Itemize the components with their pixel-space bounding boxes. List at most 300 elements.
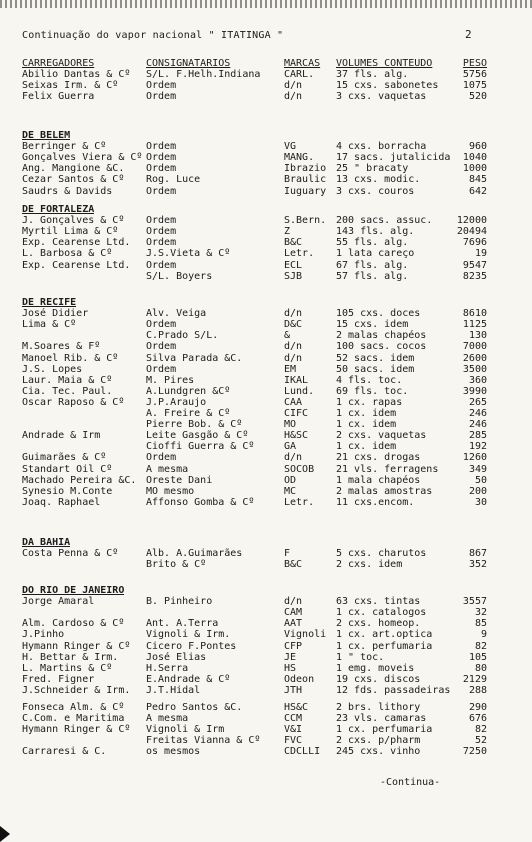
weight-cell: 7696 [462,237,487,249]
manifest-row [0,497,532,508]
shipper-cell: Exp. Cearense Ltd. [22,237,131,249]
shipper-cell: Saudrs & Davids [22,185,113,197]
weight-cell: 676 [468,713,487,725]
mark-cell: S.Bern. [284,215,327,227]
manifest-row [0,271,532,282]
shipper-cell: L. Barbosa & Cº [22,248,113,260]
contents-cell: 25 " bracaty [336,163,409,175]
shipper-cell: Cezar Santos & Cº [22,174,125,186]
consignee-cell: Ordem [146,80,177,92]
weight-cell: 2600 [462,352,487,364]
weight-cell: 960 [468,141,487,153]
manifest-row [0,353,532,364]
consignee-cell: Leite Gasgão & Cº [146,430,249,442]
consignee-cell: Ordem [146,163,177,175]
consignee-cell: Ordem [146,185,177,197]
mark-cell: d/n [284,452,303,464]
contents-cell: 1 cx. art.optica [336,629,433,641]
weight-cell: 9547 [462,259,487,271]
weight-cell: 1000 [462,163,487,175]
contents-cell: 200 sacs. assuc. [336,215,433,227]
consignee-cell: A. Freire & Cº [146,408,231,419]
mark-cell: MANG. [284,152,315,164]
consignee-cell: Ordem [146,341,177,353]
shipper-cell: Gonçalves Viera & Cº [22,152,143,164]
mark-cell: MC [284,485,297,497]
consignee-cell: Cicero F.Pontes [146,640,237,652]
consignee-cell: MO mesmo [146,485,195,497]
consignee-cell: S/L. Boyers [146,270,213,282]
contents-cell: 37 fls. alg. [336,69,409,80]
contents-cell: 67 fls. alg. [336,259,409,271]
consignee-cell: J.P.Araujo [146,396,207,408]
shipper-cell: Jorge Amaral [22,596,95,608]
weight-cell: 349 [468,463,487,475]
scan-corner-mark [0,826,10,842]
section-heading-label: DE BELEM [22,130,71,141]
manifest-row [0,80,532,91]
contents-cell: 13 cxs. modic. [336,174,421,186]
consignee-cell: Cioffi Guerra & Cº [146,441,255,453]
consignee-cell: Ant. A.Terra [146,618,219,630]
manifest-row [0,386,532,397]
contents-cell: 1 cx. catalogos [336,607,427,619]
mark-cell: IKAL [284,374,309,386]
weight-cell: 130 [468,330,487,342]
contents-cell: 23 vls. camaras [336,713,427,725]
weight-cell: 1125 [462,319,487,331]
weight-cell: 2129 [462,673,487,685]
manifest-row [0,486,532,497]
manifest-row [0,260,532,271]
consignee-cell: os mesmos [146,746,201,758]
mark-cell: ECL [284,259,303,271]
consignee-cell: Oreste Dani [146,474,213,486]
mark-cell: d/n [284,352,303,364]
weight-cell: 1040 [462,152,487,164]
contents-cell: 3 cxs. vaquetas [336,91,427,103]
manifest-row [0,746,532,757]
mark-cell: CARL. [284,69,315,80]
weight-cell: 7250 [462,746,487,758]
weight-cell: 80 [474,662,487,674]
manifest-row [0,652,532,663]
weight-cell: 30 [474,496,487,508]
header-volumes-conteudo: VOLUMES CONTEUDO [336,58,433,69]
weight-cell: 82 [474,640,487,652]
contents-cell: 245 cxs. vinho [336,746,421,758]
consignee-cell: Ordem [146,363,177,375]
consignee-cell: Ordem [146,319,177,331]
consignee-cell: Ordem [146,215,177,227]
weight-cell: 360 [468,374,487,386]
section-heading-label: DA BAHIA [22,537,71,548]
weight-cell: 8235 [462,270,487,282]
shipper-cell: Guimarães & Cº [22,452,107,464]
consignee-cell: M. Pires [146,374,195,386]
document-title: Continuação do vapor nacional " ITATINGA " [22,30,284,41]
manifest-row [0,152,532,163]
consignee-cell: Pedro Santos &C. [146,702,243,713]
manifest-row [0,91,532,102]
shipper-cell: Oscar Raposo & Cº [22,396,125,408]
mark-cell: B&C [284,559,303,571]
contents-cell: 50 sacs. idem [336,363,415,375]
weight-cell: 200 [468,485,487,497]
contents-cell: 15 cxs. idem [336,319,409,331]
weight-cell: 3990 [462,385,487,397]
contents-cell: 1 cx. rapas [336,396,403,408]
section-heading-label: DE RECIFE [22,297,77,308]
manifest-row [0,226,532,237]
mark-cell: d/n [284,91,303,103]
weight-cell: 845 [468,174,487,186]
mark-cell: EM [284,363,297,375]
manifest-row [0,641,532,652]
contents-cell: 100 sacs. cocos [336,341,427,353]
shipper-cell: Manoel Rib. & Cº [22,352,119,364]
header-marcas: MARCAS [284,58,321,69]
section-heading [0,537,532,548]
weight-cell: 50 [474,474,487,486]
shipper-cell: Exp. Cearense Ltd. [22,259,131,271]
manifest-row [0,163,532,174]
manifest-row [0,319,532,330]
shipper-cell: Synesio M.Conte [22,485,113,497]
shipper-cell: J.S. Lopes [22,363,83,375]
manifest-row [0,141,532,152]
consignee-cell: S/L. F.Helh.Indiana [146,69,261,80]
consignee-cell: Ordem [146,141,177,153]
weight-cell: 1075 [462,80,487,92]
shipper-cell: Andrade & Irm [22,430,101,442]
contents-cell: 1 mala chapéos [336,474,421,486]
consignee-cell: J.S.Vieta & Cº [146,248,231,260]
mark-cell: F [284,548,291,560]
consignee-cell: Ordem [146,226,177,238]
consignee-cell: H.Serra [146,662,189,674]
mark-cell: Vignoli [284,629,327,641]
shipper-cell: Berringer & Cº [22,141,107,153]
shipper-cell: Alm. Cardoso & Cº [22,618,125,630]
contents-cell: 69 fls. toc. [336,385,409,397]
weight-cell: 12000 [456,215,487,227]
contents-cell: 19 cxs. discos [336,673,421,685]
mark-cell: d/n [284,341,303,353]
mark-cell: FVC [284,735,303,747]
shipper-cell: Hymann Ringer & Cº [22,640,131,652]
consignee-cell: B. Pinheiro [146,596,213,608]
section-heading [0,297,532,308]
manifest-row [0,685,532,696]
shipper-cell: Fred. Figner [22,673,95,685]
consignee-cell: J.T.Hidal [146,684,201,696]
manifest-row [0,548,532,559]
weight-cell: 265 [468,396,487,408]
shipper-cell: Machado Pereira &C. [22,474,137,486]
consignee-cell: Freitas Vianna & Cº [146,735,261,747]
manifest-row [0,618,532,629]
manifest-row [0,419,532,430]
scan-top-edge [0,0,532,8]
weight-cell: 285 [468,430,487,442]
weight-cell: 82 [474,724,487,736]
mark-cell: d/n [284,80,303,92]
weight-cell: 520 [468,91,487,103]
mark-cell: H&SC [284,430,309,442]
manifest-row [0,341,532,352]
contents-cell: 1 cx. perfumaria [336,640,433,652]
consignee-cell: Ordem [146,152,177,164]
weight-cell: 52 [474,735,487,747]
continua-note: -Continua- [380,777,441,788]
contents-cell: 2 cxs. p/pharm [336,735,421,747]
manifest-row [0,663,532,674]
contents-cell: 11 cxs.encom. [336,496,415,508]
contents-cell: 55 fls. alg. [336,237,409,249]
consignee-cell: Ordem [146,452,177,464]
contents-cell: 3 cxs. couros [336,185,415,197]
weight-cell: 192 [468,441,487,453]
mark-cell: GA [284,441,297,453]
mark-cell: CAA [284,396,303,408]
mark-cell: Iuguary [284,185,327,197]
shipper-cell: Ang. Mangione &C. [22,163,125,175]
weight-cell: 288 [468,684,487,696]
consignee-cell: Silva Parada &C. [146,352,243,364]
contents-cell: 1 lata careço [336,248,415,260]
manifest-row [0,375,532,386]
contents-cell: 1 " toc. [336,651,385,663]
header-peso: PESO [462,58,487,69]
consignee-cell: Ordem [146,237,177,249]
manifest-row [0,713,532,724]
mark-cell: CAM [284,607,303,619]
mark-cell: d/n [284,308,303,320]
contents-cell: 2 brs. lithory [336,702,421,713]
mark-cell: CCM [284,713,303,725]
mark-cell: B&C [284,237,303,249]
weight-cell: 867 [468,548,487,560]
weight-cell: 3500 [462,363,487,375]
manifest-row [0,330,532,341]
mark-cell: JTH [284,684,303,696]
mark-cell: Braulic [284,174,327,186]
manifest-row [0,724,532,735]
shipper-cell: Laur. Maia & Cº [22,374,113,386]
weight-cell: 9 [480,629,487,641]
manifest-row [0,69,532,80]
manifest-row [0,629,532,640]
mark-cell: Z [284,226,291,238]
consignee-cell: A.Lundgren &Cº [146,385,231,397]
contents-cell: 17 sacs. jutalicida [336,152,451,164]
consignee-cell: A mesma [146,463,189,475]
contents-cell: 2 malas chapéos [336,330,427,342]
contents-cell: 63 cxs. tintas [336,596,421,608]
mark-cell: SJB [284,270,303,282]
contents-cell: 21 vls. ferragens [336,463,439,475]
header-carregadores: CARREGADORES [22,58,95,69]
contents-cell: 143 fls. alg. [336,226,415,238]
mark-cell: & [284,330,291,342]
shipper-cell: Joaq. Raphael [22,496,101,508]
contents-cell: 12 fds. passadeiras [336,684,451,696]
shipper-cell: M.Soares & Fº [22,341,101,353]
shipper-cell: Fonseca Alm. & Cº [22,702,125,713]
header-consignatarios: CONSIGNATARIOS [146,58,231,69]
consignee-cell: Alv. Veiga [146,308,207,320]
mark-cell: Lund. [284,385,315,397]
manifest-row [0,674,532,685]
consignee-cell: C.Prado S/L. [146,330,219,342]
weight-cell: 85 [474,618,487,630]
contents-cell: 1 cx. idem [336,441,397,453]
consignee-cell: Ordem [146,91,177,103]
consignee-cell: A mesma [146,713,189,725]
mark-cell: D&C [284,319,303,331]
manifest-row [0,237,532,248]
weight-cell: 5756 [462,69,487,80]
section-heading [0,204,532,215]
manifest-row [0,702,532,713]
mark-cell: d/n [284,596,303,608]
consignee-cell: Vignoli & Irm. [146,629,231,641]
section-heading [0,585,532,596]
shipper-cell: Myrtil Lima & Cº [22,226,119,238]
mark-cell: CFP [284,640,303,652]
weight-cell: 290 [468,702,487,713]
weight-cell: 32 [474,607,487,619]
contents-cell: 4 cxs. borracha [336,141,427,153]
manifest-row [0,430,532,441]
mark-cell: CIFC [284,408,309,419]
shipper-cell: H. Bettar & Irm. [22,651,119,663]
manifest-row [0,186,532,197]
mark-cell: V&I [284,724,303,736]
manifest-row [0,596,532,607]
shipper-cell: Carraresi & C. [22,746,107,758]
consignee-cell: Brito & Cº [146,559,207,571]
shipper-cell: Hymann Ringer & Cº [22,724,131,736]
consignee-cell: Pierre Bob. & Cº [146,419,243,431]
contents-cell: 2 malas amostras [336,485,433,497]
contents-cell: 57 fls. alg. [336,270,409,282]
shipper-cell: Seixas Irm. & Cº [22,80,119,92]
section-heading [0,130,532,141]
weight-cell: 8610 [462,308,487,320]
weight-cell: 105 [468,651,487,663]
consignee-cell: Vignoli & Irm [146,724,225,736]
weight-cell: 3557 [462,596,487,608]
contents-cell: 1 cx. idem [336,408,397,419]
mark-cell: Letr. [284,496,315,508]
manifest-row [0,735,532,746]
manifest-row [0,607,532,618]
manifest-row [0,464,532,475]
contents-cell: 15 cxs. sabonetes [336,80,439,92]
contents-cell: 1 emg. moveis [336,662,415,674]
contents-cell: 105 cxs. doces [336,308,421,320]
contents-cell: 2 cxs. homeop. [336,618,421,630]
weight-cell: 246 [468,408,487,419]
manifest-row [0,364,532,375]
weight-cell: 7000 [462,341,487,353]
consignee-cell: José Elias [146,651,207,663]
consignee-cell: Affonso Gomba & Cº [146,496,255,508]
manifest-row [0,397,532,408]
contents-cell: 1 cx. idem [336,419,397,431]
shipper-cell: C.Com. e Maritima [22,713,125,725]
shipper-cell: Standart Oil Cº [22,463,113,475]
contents-cell: 2 cxs. vaquetas [336,430,427,442]
weight-cell: 352 [468,559,487,571]
shipper-cell: Lima & Cº [22,319,77,331]
contents-cell: 4 fls. toc. [336,374,403,386]
section-heading-label: DE FORTALEZA [22,204,95,215]
manifest-row [0,308,532,319]
manifest-row [0,248,532,259]
contents-cell: 52 sacs. idem [336,352,415,364]
weight-cell: 20494 [456,226,487,238]
section-heading-label: DO RIO DE JANEIRO [22,585,125,596]
mark-cell: CDCLLI [284,746,321,758]
manifest-row [0,215,532,226]
consignee-cell: Ordem [146,259,177,271]
mark-cell: MO [284,419,297,431]
shipper-cell: L. Martins & Cº [22,662,113,674]
shipper-cell: José Didier [22,308,89,320]
manifest-row [0,408,532,419]
mark-cell: VG [284,141,297,153]
shipper-cell: J.Schneider & Irm. [22,684,131,696]
shipper-cell: Felix Guerra [22,91,95,103]
mark-cell: SOCOB [284,463,315,475]
manifest-row [0,559,532,570]
mark-cell: AAT [284,618,303,630]
contents-cell: 2 cxs. idem [336,559,403,571]
weight-cell: 1260 [462,452,487,464]
consignee-cell: Alb. A.Guimarães [146,548,243,560]
page-number: 2 [465,28,472,41]
mark-cell: OD [284,474,297,486]
mark-cell: HS [284,662,297,674]
column-header-row [0,58,532,69]
weight-cell: 246 [468,419,487,431]
shipper-cell: Costa Penna & Cº [22,548,119,560]
manifest-row [0,452,532,463]
mark-cell: Ibrazio [284,163,327,175]
consignee-cell: E.Andrade & Cº [146,673,231,685]
shipper-cell: Abilio Dantas & Cº [22,69,131,80]
weight-cell: 19 [474,248,487,260]
shipper-cell: Cia. Tec. Paul. [22,385,113,397]
manifest-row [0,174,532,185]
shipper-cell: J. Gonçalves & Cº [22,215,125,227]
weight-cell: 642 [468,185,487,197]
mark-cell: JE [284,651,297,663]
mark-cell: Letr. [284,248,315,260]
manifest-row [0,441,532,452]
mark-cell: HS&C [284,702,309,713]
mark-cell: Odeon [284,673,315,685]
shipper-cell: J.Pinho [22,629,65,641]
contents-cell: 1 cx. perfumaria [336,724,433,736]
consignee-cell: Rog. Luce [146,174,201,186]
contents-cell: 5 cxs. charutos [336,548,427,560]
manifest-row [0,475,532,486]
contents-cell: 21 cxs. drogas [336,452,421,464]
